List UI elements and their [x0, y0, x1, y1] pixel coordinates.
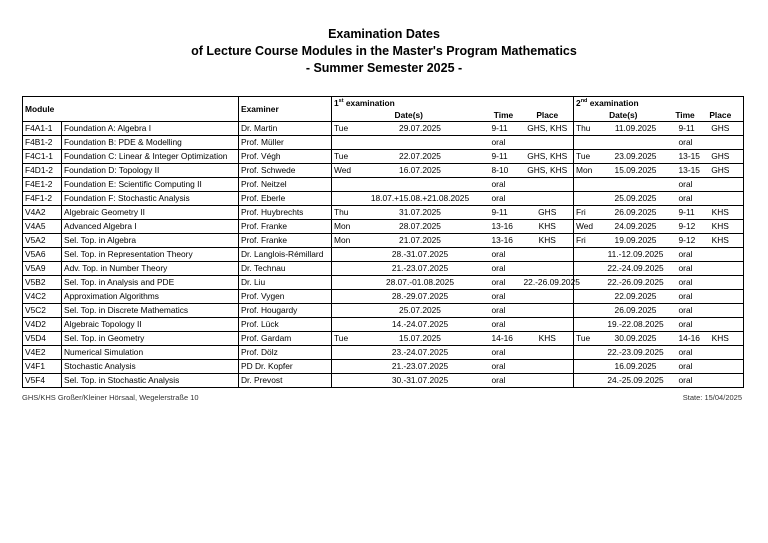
- first-place: KHS: [522, 234, 574, 248]
- first-date: 18.07.+15.08.+21.08.2025: [355, 192, 486, 206]
- second-place: KHS: [698, 206, 744, 220]
- first-weekday: [332, 248, 355, 262]
- module-name: Sel. Top. in Geometry: [62, 332, 239, 346]
- first-weekday: [332, 136, 355, 150]
- second-place: [698, 346, 744, 360]
- second-place: KHS: [698, 332, 744, 346]
- module-code: F4C1-1: [23, 150, 62, 164]
- second-weekday: Tue: [574, 332, 599, 346]
- module-code: V4E2: [23, 346, 62, 360]
- module-name: Sel. Top. in Representation Theory: [62, 248, 239, 262]
- first-weekday: [332, 290, 355, 304]
- second-time: oral: [673, 192, 698, 206]
- state-date: State: 15/04/2025: [682, 393, 742, 402]
- room-legend: GHS/KHS Großer/Kleiner Hörsaal, Wegelerstraße 10: [22, 393, 199, 402]
- first-time: oral: [486, 178, 522, 192]
- module-name: Algebraic Geometry II: [62, 206, 239, 220]
- second-time: oral: [673, 290, 698, 304]
- first-place: KHS: [522, 220, 574, 234]
- examiner-name: Dr. Liu: [239, 276, 332, 290]
- second-time: oral: [673, 346, 698, 360]
- second-weekday: [574, 360, 599, 374]
- second-date: [599, 136, 673, 150]
- second-exam-header: 2nd examination: [574, 97, 744, 110]
- first-weekday: Thu: [332, 206, 355, 220]
- first-date: 23.-24.07.2025: [355, 346, 486, 360]
- table-row: [23, 136, 744, 150]
- second-time: oral: [673, 304, 698, 318]
- examiner-name: PD Dr. Kopfer: [239, 360, 332, 374]
- first-date: [355, 136, 486, 150]
- table-row: [23, 192, 744, 206]
- first-time: oral: [486, 374, 522, 388]
- second-weekday: [574, 290, 599, 304]
- first-time: oral: [486, 360, 522, 374]
- second-date: 11.09.2025: [599, 122, 673, 136]
- second-time: oral: [673, 374, 698, 388]
- first-date: [355, 178, 486, 192]
- first-time: oral: [486, 290, 522, 304]
- first-weekday: [332, 304, 355, 318]
- examiner-header: Examiner: [239, 97, 332, 122]
- first-place: [522, 248, 574, 262]
- exam-table: [22, 96, 744, 388]
- examiner-name: Prof. Eberle: [239, 192, 332, 206]
- first-place: [522, 374, 574, 388]
- examiner-name: Dr. Martin: [239, 122, 332, 136]
- exam-table-body: [23, 122, 744, 388]
- first-date: 28.-29.07.2025: [355, 290, 486, 304]
- second-place: [698, 248, 744, 262]
- table-row: [23, 248, 744, 262]
- table-row: [23, 206, 744, 220]
- first-time: oral: [486, 136, 522, 150]
- examiner-name: Dr. Technau: [239, 262, 332, 276]
- second-place: [698, 136, 744, 150]
- second-place: GHS: [698, 150, 744, 164]
- second-date: 30.09.2025: [599, 332, 673, 346]
- first-time: oral: [486, 192, 522, 206]
- table-row: [23, 220, 744, 234]
- second-place: [698, 360, 744, 374]
- first-date: 14.-24.07.2025: [355, 318, 486, 332]
- table-row: [23, 178, 744, 192]
- second-weekday: [574, 262, 599, 276]
- first-time: 8-10: [486, 164, 522, 178]
- first-place: GHS, KHS: [522, 122, 574, 136]
- examiner-name: Prof. Hougardy: [239, 304, 332, 318]
- second-time: oral: [673, 136, 698, 150]
- second-weekday: Wed: [574, 220, 599, 234]
- first-weekday: [332, 318, 355, 332]
- first-date: 22.07.2025: [355, 150, 486, 164]
- examiner-name: Prof. Huybrechts: [239, 206, 332, 220]
- second-time: oral: [673, 248, 698, 262]
- second-place: [698, 178, 744, 192]
- second-time: 9-11: [673, 122, 698, 136]
- first-date: 15.07.2025: [355, 332, 486, 346]
- first-place: [522, 360, 574, 374]
- first-weekday: [332, 178, 355, 192]
- module-name: Sel. Top. in Stochastic Analysis: [62, 374, 239, 388]
- second-weekday: Mon: [574, 164, 599, 178]
- examiner-name: Prof. Neitzel: [239, 178, 332, 192]
- first-dates-header: Date(s): [332, 109, 486, 122]
- second-time: 9-11: [673, 206, 698, 220]
- second-time: oral: [673, 178, 698, 192]
- module-name: Sel. Top. in Analysis and PDE: [62, 276, 239, 290]
- module-code: V4C2: [23, 290, 62, 304]
- module-code: F4F1-2: [23, 192, 62, 206]
- first-date: 21.-23.07.2025: [355, 360, 486, 374]
- examiner-name: Prof. Schwede: [239, 164, 332, 178]
- second-time: 9-12: [673, 220, 698, 234]
- second-place: [698, 192, 744, 206]
- examiner-name: Prof. Gardam: [239, 332, 332, 346]
- module-code: F4A1-1: [23, 122, 62, 136]
- second-date: 23.09.2025: [599, 150, 673, 164]
- second-date: 22.09.2025: [599, 290, 673, 304]
- second-weekday: Fri: [574, 206, 599, 220]
- first-time: oral: [486, 262, 522, 276]
- examiner-name: Prof. Dölz: [239, 346, 332, 360]
- first-time: oral: [486, 248, 522, 262]
- first-weekday: [332, 346, 355, 360]
- first-place: [522, 318, 574, 332]
- second-time: oral: [673, 360, 698, 374]
- first-time: 9-11: [486, 150, 522, 164]
- module-name: Foundation C: Linear & Integer Optimization: [62, 150, 239, 164]
- title-line-2: of Lecture Course Modules in the Master's Program Mathematics: [191, 44, 577, 58]
- first-time-header: Time: [486, 109, 522, 122]
- second-date: 19.-22.08.2025: [599, 318, 673, 332]
- table-row: [23, 234, 744, 248]
- module-name: Foundation B: PDE & Modelling: [62, 136, 239, 150]
- table-row: [23, 304, 744, 318]
- first-weekday: Tue: [332, 150, 355, 164]
- module-code: V5A9: [23, 262, 62, 276]
- second-date: 15.09.2025: [599, 164, 673, 178]
- second-time: 9-12: [673, 234, 698, 248]
- first-date: 29.07.2025: [355, 122, 486, 136]
- first-time: oral: [486, 276, 522, 290]
- second-weekday: [574, 192, 599, 206]
- first-place: [522, 346, 574, 360]
- second-time: 13-15: [673, 150, 698, 164]
- second-time: 14-16: [673, 332, 698, 346]
- module-code: F4B1-2: [23, 136, 62, 150]
- module-name: Foundation D: Topology II: [62, 164, 239, 178]
- second-time: oral: [673, 262, 698, 276]
- module-code: V5F4: [23, 374, 62, 388]
- first-date: 28.07.-01.08.2025: [355, 276, 486, 290]
- second-weekday: [574, 374, 599, 388]
- second-place: [698, 304, 744, 318]
- examiner-name: Prof. Franke: [239, 234, 332, 248]
- second-place: GHS: [698, 122, 744, 136]
- first-place-header: Place: [522, 109, 574, 122]
- module-name: Foundation A: Algebra I: [62, 122, 239, 136]
- second-place: KHS: [698, 220, 744, 234]
- examiner-name: Prof. Müller: [239, 136, 332, 150]
- second-dates-header: Date(s): [574, 109, 673, 122]
- module-code: V4A2: [23, 206, 62, 220]
- first-place: GHS, KHS: [522, 150, 574, 164]
- module-code: F4E1-2: [23, 178, 62, 192]
- module-code: V5A6: [23, 248, 62, 262]
- first-time: oral: [486, 318, 522, 332]
- second-time: oral: [673, 276, 698, 290]
- table-row: [23, 150, 744, 164]
- second-date: 11.-12.09.2025: [599, 248, 673, 262]
- module-name: Stochastic Analysis: [62, 360, 239, 374]
- table-row: [23, 290, 744, 304]
- second-date: [599, 178, 673, 192]
- examiner-name: Prof. Franke: [239, 220, 332, 234]
- first-place: [522, 290, 574, 304]
- table-row: [23, 360, 744, 374]
- first-date: 21.07.2025: [355, 234, 486, 248]
- first-date: 28.-31.07.2025: [355, 248, 486, 262]
- examiner-name: Prof. Végh: [239, 150, 332, 164]
- second-date: 24.-25.09.2025: [599, 374, 673, 388]
- second-weekday: Tue: [574, 150, 599, 164]
- first-weekday: Tue: [332, 122, 355, 136]
- module-code: V4A5: [23, 220, 62, 234]
- first-time: 13-16: [486, 220, 522, 234]
- first-place: KHS: [522, 332, 574, 346]
- second-time: oral: [673, 318, 698, 332]
- second-date: 24.09.2025: [599, 220, 673, 234]
- first-date: 21.-23.07.2025: [355, 262, 486, 276]
- first-weekday: [332, 262, 355, 276]
- table-row: [23, 122, 744, 136]
- table-row: [23, 346, 744, 360]
- second-place: [698, 318, 744, 332]
- module-name: Adv. Top. in Number Theory: [62, 262, 239, 276]
- examiner-name: Prof. Lück: [239, 318, 332, 332]
- module-name: Algebraic Topology II: [62, 318, 239, 332]
- first-time: oral: [486, 346, 522, 360]
- first-date: 30.-31.07.2025: [355, 374, 486, 388]
- first-date: 31.07.2025: [355, 206, 486, 220]
- second-date: 16.09.2025: [599, 360, 673, 374]
- first-place: [522, 136, 574, 150]
- second-weekday: [574, 346, 599, 360]
- module-code: V4D2: [23, 318, 62, 332]
- first-weekday: Tue: [332, 332, 355, 346]
- first-time: 9-11: [486, 206, 522, 220]
- module-name: Approximation Algorithms: [62, 290, 239, 304]
- title-line-3: - Summer Semester 2025 -: [305, 61, 463, 75]
- module-code: F4D1-2: [23, 164, 62, 178]
- first-place: [522, 304, 574, 318]
- document-title: [0, 26, 768, 77]
- second-date: 26.09.2025: [599, 206, 673, 220]
- first-weekday: Wed: [332, 164, 355, 178]
- table-row: [23, 318, 744, 332]
- second-time: 13-15: [673, 164, 698, 178]
- first-weekday: [332, 276, 355, 290]
- module-name: Advanced Algebra I: [62, 220, 239, 234]
- second-place: GHS: [698, 164, 744, 178]
- table-row: [23, 332, 744, 346]
- first-place: [522, 178, 574, 192]
- examiner-name: Dr. Langlois-Rémillard: [239, 248, 332, 262]
- second-date: 25.09.2025: [599, 192, 673, 206]
- second-date: 19.09.2025: [599, 234, 673, 248]
- second-place: KHS: [698, 234, 744, 248]
- first-time: 13-16: [486, 234, 522, 248]
- second-date: 26.09.2025: [599, 304, 673, 318]
- first-place: GHS, KHS: [522, 164, 574, 178]
- module-code: V5B2: [23, 276, 62, 290]
- second-weekday: [574, 178, 599, 192]
- second-weekday: [574, 136, 599, 150]
- first-date: 16.07.2025: [355, 164, 486, 178]
- table-row: [23, 276, 744, 290]
- examiner-name: Dr. Prevost: [239, 374, 332, 388]
- module-name: Numerical Simulation: [62, 346, 239, 360]
- table-row: [23, 164, 744, 178]
- module-header: Module: [23, 97, 239, 122]
- module-name: Foundation F: Stochastic Analysis: [62, 192, 239, 206]
- first-place: [522, 192, 574, 206]
- first-date: 28.07.2025: [355, 220, 486, 234]
- second-place: [698, 276, 744, 290]
- first-time: 9-11: [486, 122, 522, 136]
- module-code: V5C2: [23, 304, 62, 318]
- second-weekday: [574, 304, 599, 318]
- second-place: [698, 374, 744, 388]
- module-code: V5A2: [23, 234, 62, 248]
- table-row: [23, 262, 744, 276]
- second-weekday: Fri: [574, 234, 599, 248]
- first-place: 22.-26.09.2025: [522, 276, 574, 290]
- first-date: 25.07.2025: [355, 304, 486, 318]
- first-weekday: Mon: [332, 234, 355, 248]
- module-name: Foundation E: Scientific Computing II: [62, 178, 239, 192]
- first-exam-header: 1st examination: [332, 97, 574, 110]
- first-weekday: [332, 360, 355, 374]
- second-date: 22.-23.09.2025: [599, 346, 673, 360]
- module-name: Sel. Top. in Discrete Mathematics: [62, 304, 239, 318]
- first-weekday: [332, 374, 355, 388]
- second-weekday: [574, 318, 599, 332]
- first-time: 14-16: [486, 332, 522, 346]
- first-time: oral: [486, 304, 522, 318]
- title-line-1: Examination Dates: [328, 27, 440, 41]
- first-place: GHS: [522, 206, 574, 220]
- second-date: 22.-24.09.2025: [599, 262, 673, 276]
- module-name: Sel. Top. in Algebra: [62, 234, 239, 248]
- first-place: [522, 262, 574, 276]
- second-place-header: Place: [698, 109, 744, 122]
- examiner-name: Prof. Vygen: [239, 290, 332, 304]
- first-weekday: [332, 192, 355, 206]
- second-weekday: Thu: [574, 122, 599, 136]
- second-weekday: [574, 248, 599, 262]
- second-place: [698, 262, 744, 276]
- second-time-header: Time: [673, 109, 698, 122]
- table-row: [23, 374, 744, 388]
- module-code: V4F1: [23, 360, 62, 374]
- first-weekday: Mon: [332, 220, 355, 234]
- second-place: [698, 290, 744, 304]
- second-date: 22.-26.09.2025: [599, 276, 673, 290]
- module-code: V5D4: [23, 332, 62, 346]
